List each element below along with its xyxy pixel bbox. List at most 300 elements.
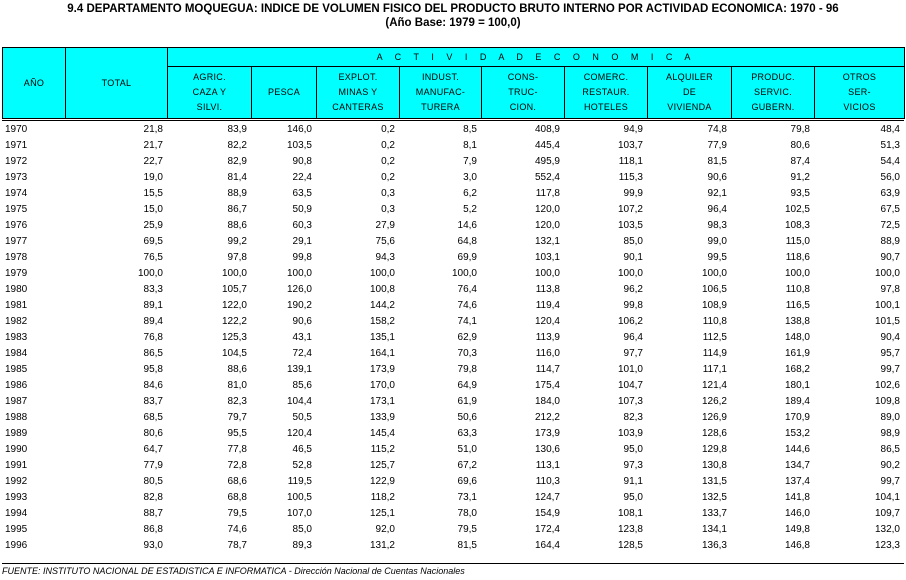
value-cell: 3,0: [463, 172, 477, 183]
value-cell: 119,4: [535, 300, 560, 311]
value-cell: 14,6: [457, 220, 477, 231]
header-col: [168, 67, 252, 119]
value-cell: 69,5: [143, 236, 163, 247]
value-cell: 173,9: [369, 364, 395, 375]
value-cell: 100,0: [874, 268, 900, 279]
value-cell: 123,8: [617, 524, 643, 535]
value-cell: 408,9: [534, 124, 560, 135]
value-cell: 133,9: [369, 412, 395, 423]
header-col-line: RESTAUR.: [582, 87, 630, 97]
value-cell: 121,4: [701, 380, 727, 391]
table-row: [2, 202, 904, 218]
value-cell: 107,3: [617, 396, 643, 407]
header-col-line: SERVIC.: [754, 87, 792, 97]
year-cell: 1987: [5, 396, 28, 407]
value-cell: 119,5: [287, 476, 312, 487]
table-row: [2, 538, 904, 554]
value-cell: 132,5: [701, 492, 727, 503]
value-cell: 93,0: [143, 540, 163, 551]
table-row: [2, 378, 904, 394]
value-cell: 77,8: [227, 444, 247, 455]
header-col-line: OTROS: [842, 72, 877, 82]
value-cell: 90,1: [623, 252, 643, 263]
value-cell: 146,0: [286, 124, 312, 135]
value-cell: 96,2: [623, 284, 643, 295]
value-cell: 102,5: [784, 204, 810, 215]
value-cell: 180,1: [784, 380, 810, 391]
value-cell: 78,7: [227, 540, 247, 551]
value-cell: 102,6: [874, 380, 900, 391]
value-cell: 100,0: [784, 268, 810, 279]
value-cell: 136,3: [701, 540, 727, 551]
header-col: [317, 67, 400, 119]
year-cell: 1983: [5, 332, 28, 343]
header-col-line: CAZA Y: [192, 87, 227, 97]
header-col: [252, 67, 317, 119]
value-cell: 114,9: [702, 348, 727, 359]
value-cell: 189,4: [784, 396, 810, 407]
footer-rule: [2, 563, 904, 564]
value-cell: 118,2: [370, 492, 395, 503]
header-col: [482, 67, 565, 119]
value-cell: 126,0: [286, 284, 312, 295]
value-cell: 15,5: [143, 188, 163, 199]
table-row: [2, 250, 904, 266]
value-cell: 64,8: [457, 236, 477, 247]
value-cell: 148,0: [784, 332, 810, 343]
value-cell: 87,4: [790, 156, 810, 167]
value-cell: 72,8: [227, 460, 247, 471]
header-col-line: CION.: [509, 102, 537, 112]
header-col-line: PESCA: [267, 87, 300, 97]
year-cell: 1991: [5, 460, 28, 471]
value-cell: 116,0: [535, 348, 560, 359]
header-col-line: PRODUC.: [751, 72, 795, 82]
value-cell: 94,9: [623, 124, 643, 135]
value-cell: 108,9: [701, 300, 727, 311]
value-cell: 25,9: [143, 220, 163, 231]
year-cell: 1976: [5, 220, 28, 231]
header-activity: A C T I V I D A D E C O N O M I C A: [168, 48, 905, 67]
value-cell: 70,3: [457, 348, 477, 359]
value-cell: 79,7: [227, 412, 247, 423]
value-cell: 82,3: [227, 396, 247, 407]
value-cell: 82,8: [143, 492, 163, 503]
value-cell: 82,3: [623, 412, 643, 423]
value-cell: 110,8: [785, 284, 810, 295]
value-cell: 78,0: [457, 508, 477, 519]
value-cell: 82,2: [227, 140, 247, 151]
value-cell: 51,0: [457, 444, 477, 455]
value-cell: 120,4: [286, 428, 312, 439]
value-cell: 110,8: [702, 316, 727, 327]
value-cell: 89,1: [143, 300, 163, 311]
value-cell: 164,4: [534, 540, 560, 551]
table-row: [2, 186, 904, 202]
year-cell: 1994: [5, 508, 28, 519]
year-cell: 1982: [5, 316, 28, 327]
value-cell: 95,0: [623, 492, 643, 503]
value-cell: 170,0: [369, 380, 395, 391]
value-cell: 118,6: [785, 252, 810, 263]
value-cell: 134,7: [784, 460, 810, 471]
value-cell: 104,4: [286, 396, 312, 407]
value-cell: 137,4: [784, 476, 810, 487]
value-cell: 122,2: [221, 316, 247, 327]
value-cell: 495,9: [534, 156, 560, 167]
value-cell: 105,7: [221, 284, 247, 295]
value-cell: 90,6: [292, 316, 312, 327]
value-cell: 74,1: [457, 316, 477, 327]
value-cell: 106,5: [701, 284, 727, 295]
value-cell: 108,1: [617, 508, 643, 519]
value-cell: 96,4: [623, 332, 643, 343]
value-cell: 134,1: [701, 524, 727, 535]
value-cell: 22,4: [292, 172, 312, 183]
value-cell: 51,3: [880, 140, 900, 151]
year-cell: 1981: [5, 300, 28, 311]
value-cell: 52,8: [292, 460, 312, 471]
value-cell: 22,7: [143, 156, 163, 167]
value-cell: 99,9: [623, 188, 643, 199]
value-cell: 99,8: [292, 252, 312, 263]
value-cell: 29,1: [292, 236, 312, 247]
value-cell: 99,0: [707, 236, 727, 247]
value-cell: 118,1: [618, 156, 643, 167]
value-cell: 133,7: [701, 508, 727, 519]
value-cell: 97,7: [623, 348, 643, 359]
year-cell: 1970: [5, 124, 28, 135]
value-cell: 90,7: [880, 252, 900, 263]
value-cell: 7,9: [463, 156, 477, 167]
value-cell: 50,5: [292, 412, 312, 423]
value-cell: 125,7: [369, 460, 395, 471]
value-cell: 85,6: [292, 380, 312, 391]
value-cell: 68,5: [143, 412, 163, 423]
header-col-line: MANUFAC-: [415, 87, 466, 97]
table-row: [2, 266, 904, 282]
year-cell: 1992: [5, 476, 28, 487]
value-cell: 79,8: [790, 124, 810, 135]
value-cell: 81,5: [457, 540, 477, 551]
value-cell: 95,5: [227, 428, 247, 439]
table-row: [2, 362, 904, 378]
value-cell: 100,0: [369, 268, 395, 279]
header-col-line: COMERC.: [583, 72, 629, 82]
table-row: [2, 122, 904, 138]
value-cell: 100,0: [221, 268, 247, 279]
value-cell: 126,9: [701, 412, 727, 423]
value-cell: 107,2: [617, 204, 643, 215]
value-cell: 98,9: [880, 428, 900, 439]
value-cell: 8,1: [463, 140, 477, 151]
value-cell: 84,6: [143, 380, 163, 391]
value-cell: 86,8: [143, 524, 163, 535]
value-cell: 72,5: [880, 220, 900, 231]
value-cell: 120,0: [534, 204, 560, 215]
value-cell: 91,1: [623, 476, 643, 487]
data-table: [2, 122, 904, 554]
year-cell: 1990: [5, 444, 28, 455]
value-cell: 100,0: [701, 268, 727, 279]
value-cell: 75,6: [375, 236, 395, 247]
value-cell: 73,1: [457, 492, 477, 503]
value-cell: 48,4: [880, 124, 900, 135]
value-cell: 69,6: [457, 476, 477, 487]
value-cell: 184,0: [534, 396, 560, 407]
value-cell: 88,6: [227, 364, 247, 375]
value-cell: 117,8: [535, 188, 560, 199]
value-cell: 104,5: [221, 348, 247, 359]
table-row: [2, 298, 904, 314]
value-cell: 130,6: [534, 444, 560, 455]
table-row: [2, 522, 904, 538]
table-row: [2, 394, 904, 410]
table-row: [2, 410, 904, 426]
header-year: AÑO: [3, 48, 66, 119]
table-row: [2, 282, 904, 298]
table-row: [2, 426, 904, 442]
value-cell: 19,0: [143, 172, 163, 183]
value-cell: 86,7: [227, 204, 247, 215]
value-cell: 27,9: [375, 220, 395, 231]
header-col-line: CANTERAS: [332, 102, 384, 112]
value-cell: 88,9: [227, 188, 247, 199]
table-row: [2, 442, 904, 458]
value-cell: 100,5: [286, 492, 312, 503]
table-row: [2, 474, 904, 490]
value-cell: 132,1: [534, 236, 560, 247]
value-cell: 0,3: [381, 188, 395, 199]
year-cell: 1988: [5, 412, 28, 423]
year-cell: 1972: [5, 156, 28, 167]
value-cell: 21,7: [143, 140, 163, 151]
header-col-line: MINAS Y: [338, 87, 378, 97]
table-row: [2, 170, 904, 186]
table-row: [2, 314, 904, 330]
value-cell: 115,0: [785, 236, 810, 247]
value-cell: 99,7: [880, 364, 900, 375]
value-cell: 114,7: [535, 364, 560, 375]
value-cell: 103,5: [286, 140, 312, 151]
value-cell: 83,7: [143, 396, 163, 407]
value-cell: 122,9: [369, 476, 395, 487]
value-cell: 145,4: [369, 428, 395, 439]
header-col-line: SER-: [848, 87, 871, 97]
value-cell: 63,3: [457, 428, 477, 439]
value-cell: 90,2: [880, 460, 900, 471]
value-cell: 173,9: [534, 428, 560, 439]
value-cell: 146,0: [784, 508, 810, 519]
value-cell: 116,5: [785, 300, 810, 311]
value-cell: 80,6: [143, 428, 163, 439]
value-cell: 79,5: [457, 524, 477, 535]
value-cell: 80,5: [143, 476, 163, 487]
value-cell: 95,8: [143, 364, 163, 375]
value-cell: 173,1: [369, 396, 395, 407]
value-cell: 15,0: [143, 204, 163, 215]
value-cell: 115,3: [618, 172, 643, 183]
header-total: TOTAL: [66, 48, 168, 119]
value-cell: 74,8: [707, 124, 727, 135]
value-cell: 93,5: [790, 188, 810, 199]
value-cell: 88,7: [143, 508, 163, 519]
value-cell: 113,8: [535, 284, 560, 295]
table-row: [2, 234, 904, 250]
value-cell: 122,0: [221, 300, 247, 311]
value-cell: 100,0: [534, 268, 560, 279]
page-subtitle: (Año Base: 1979 = 100,0): [385, 17, 521, 29]
value-cell: 99,2: [227, 236, 247, 247]
value-cell: 77,9: [707, 140, 727, 151]
value-cell: 100,1: [874, 300, 900, 311]
value-cell: 113,9: [535, 332, 560, 343]
value-cell: 77,9: [143, 460, 163, 471]
value-cell: 89,3: [292, 540, 312, 551]
value-cell: 125,3: [221, 332, 247, 343]
value-cell: 168,2: [784, 364, 810, 375]
value-cell: 88,6: [227, 220, 247, 231]
value-cell: 109,8: [874, 396, 900, 407]
value-cell: 149,8: [784, 524, 810, 535]
value-cell: 107,0: [286, 508, 312, 519]
value-cell: 0,2: [381, 172, 395, 183]
value-cell: 139,1: [286, 364, 312, 375]
value-cell: 106,2: [617, 316, 643, 327]
value-cell: 85,0: [623, 236, 643, 247]
value-cell: 96,4: [707, 204, 727, 215]
value-cell: 72,4: [292, 348, 312, 359]
table-row: [2, 346, 904, 362]
value-cell: 135,1: [369, 332, 395, 343]
year-cell: 1989: [5, 428, 28, 439]
header-col: [815, 67, 905, 119]
header-col-line: CONS-: [507, 72, 539, 82]
header-col: [400, 67, 482, 119]
year-cell: 1973: [5, 172, 28, 183]
header-col-line: GUBERN.: [751, 102, 795, 112]
value-cell: 50,9: [292, 204, 312, 215]
header-col: [565, 67, 648, 119]
value-cell: 67,5: [880, 204, 900, 215]
header-col-line: EXPLOT.: [338, 72, 378, 82]
value-cell: 115,2: [370, 444, 395, 455]
value-cell: 101,5: [874, 316, 900, 327]
value-cell: 103,7: [617, 140, 643, 151]
header-col-line: AGRIC.: [193, 72, 226, 82]
header-col: [732, 67, 815, 119]
value-cell: 153,2: [784, 428, 810, 439]
table-row: [2, 330, 904, 346]
value-cell: 61,9: [457, 396, 477, 407]
value-cell: 99,8: [623, 300, 643, 311]
value-cell: 83,9: [227, 124, 247, 135]
value-cell: 83,3: [143, 284, 163, 295]
table-row: [2, 458, 904, 474]
value-cell: 161,9: [784, 348, 810, 359]
year-cell: 1975: [5, 204, 28, 215]
value-cell: 100,0: [286, 268, 312, 279]
header-col-line: VIVIENDA: [667, 102, 712, 112]
value-cell: 8,5: [463, 124, 477, 135]
source-note: FUENTE: INSTITUTO NACIONAL DE ESTADISTICA E INFORMATICA - Dirección Nacional de Cuentas Nacionales: [2, 566, 465, 576]
value-cell: 164,1: [369, 348, 395, 359]
value-cell: 0,2: [381, 140, 395, 151]
value-cell: 68,6: [227, 476, 247, 487]
table-row: [2, 154, 904, 170]
value-cell: 74,6: [227, 524, 247, 535]
table-header: [2, 47, 905, 119]
value-cell: 175,4: [534, 380, 560, 391]
value-cell: 99,7: [880, 476, 900, 487]
value-cell: 129,8: [701, 444, 727, 455]
value-cell: 130,8: [701, 460, 727, 471]
header-col-line: SILVI.: [196, 102, 223, 112]
value-cell: 126,2: [701, 396, 727, 407]
value-cell: 112,5: [702, 332, 727, 343]
year-cell: 1985: [5, 364, 28, 375]
year-cell: 1986: [5, 380, 28, 391]
value-cell: 120,0: [534, 220, 560, 231]
value-cell: 132,0: [874, 524, 900, 535]
value-cell: 120,4: [534, 316, 560, 327]
value-cell: 80,6: [790, 140, 810, 151]
value-cell: 89,4: [143, 316, 163, 327]
value-cell: 131,5: [701, 476, 727, 487]
value-cell: 128,5: [617, 540, 643, 551]
value-cell: 90,4: [880, 332, 900, 343]
value-cell: 95,7: [880, 348, 900, 359]
value-cell: 124,7: [534, 492, 560, 503]
value-cell: 101,0: [617, 364, 643, 375]
value-cell: 190,2: [286, 300, 312, 311]
value-cell: 104,1: [874, 492, 900, 503]
value-cell: 6,2: [463, 188, 477, 199]
value-cell: 79,8: [457, 364, 477, 375]
value-cell: 0,2: [381, 124, 395, 135]
year-cell: 1993: [5, 492, 28, 503]
value-cell: 103,9: [617, 428, 643, 439]
value-cell: 100,0: [451, 268, 477, 279]
value-cell: 109,7: [874, 508, 900, 519]
value-cell: 76,5: [143, 252, 163, 263]
value-cell: 21,8: [143, 124, 163, 135]
table-row: [2, 138, 904, 154]
value-cell: 81,5: [707, 156, 727, 167]
value-cell: 445,4: [534, 140, 560, 151]
value-cell: 172,4: [534, 524, 560, 535]
value-cell: 117,1: [702, 364, 727, 375]
value-cell: 62,9: [457, 332, 477, 343]
value-cell: 144,2: [369, 300, 395, 311]
value-cell: 63,5: [292, 188, 312, 199]
value-cell: 81,0: [227, 380, 247, 391]
value-cell: 56,0: [880, 172, 900, 183]
value-cell: 154,9: [534, 508, 560, 519]
year-cell: 1984: [5, 348, 28, 359]
value-cell: 85,0: [292, 524, 312, 535]
value-cell: 88,9: [880, 236, 900, 247]
value-cell: 141,8: [784, 492, 810, 503]
year-cell: 1996: [5, 540, 28, 551]
value-cell: 94,3: [375, 252, 395, 263]
value-cell: 128,6: [701, 428, 727, 439]
value-cell: 138,8: [784, 316, 810, 327]
year-cell: 1977: [5, 236, 28, 247]
value-cell: 79,5: [227, 508, 247, 519]
value-cell: 91,2: [790, 172, 810, 183]
value-cell: 212,2: [534, 412, 560, 423]
